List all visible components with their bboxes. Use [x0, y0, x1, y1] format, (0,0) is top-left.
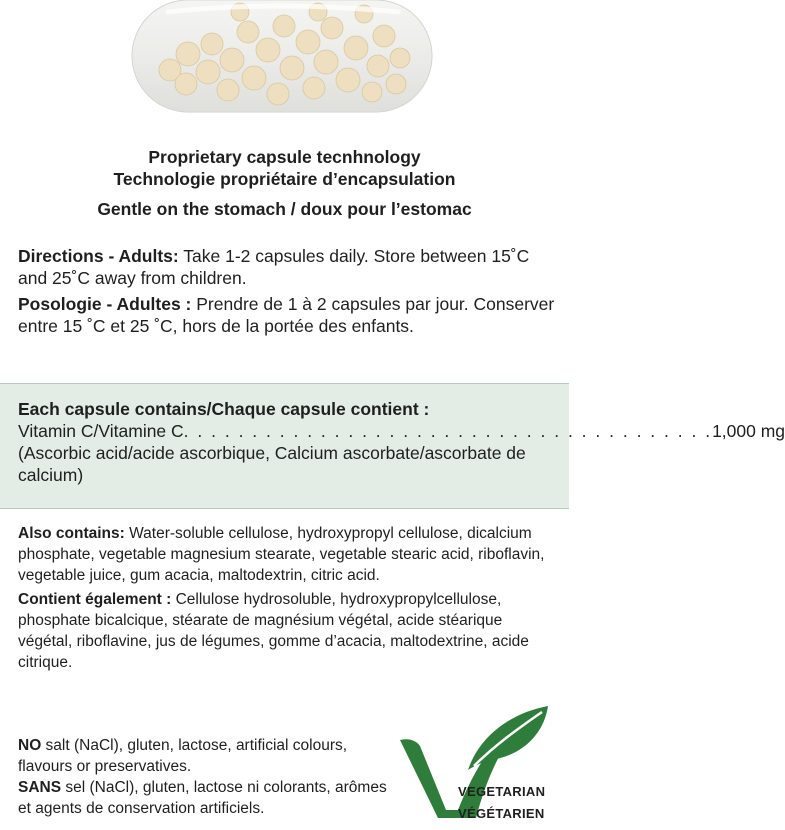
directions-fr	[18, 293, 558, 337]
free-from-fr-text: sel (NaCl), gluten, lactose ni colorants, arômes et agents de conservation artificiels.	[18, 779, 387, 817]
directions-en-label: Directions - Adults:	[18, 246, 179, 266]
headline-technology-en: Proprietary capsule tecnhnology	[148, 147, 421, 167]
free-from-section	[18, 735, 388, 819]
capsule-icon	[128, 0, 438, 120]
free-from-en-text: salt (NaCl), gluten, lactose, artificial colours, flavours or preservatives.	[18, 737, 348, 775]
directions-section	[18, 245, 558, 337]
vegetarian-label-en: VEGETARIAN	[458, 784, 546, 799]
free-from-fr	[18, 777, 388, 819]
directions-en	[18, 245, 558, 289]
directions-fr-label: Posologie - Adultes :	[18, 294, 192, 314]
vegetarian-label-fr: VÉGÉTARIEN	[458, 806, 545, 821]
directions-en-text: Take 1-2 capsules daily. Store between 15˚C and 25˚C away from children.	[18, 246, 530, 288]
capsule-contents-panel	[0, 383, 785, 509]
capsule-image	[0, 0, 569, 140]
also-contains-fr-label: Contient également :	[18, 591, 172, 608]
also-contains-en-label: Also contains:	[18, 525, 125, 542]
ingredient-dose: 1,000 mg	[712, 421, 785, 441]
ingredient-row	[18, 420, 785, 442]
free-from-fr-label: SANS	[18, 779, 62, 796]
also-contains-fr-text: Cellulose hydrosoluble, hydroxypropylcellulose, phosphate bicalcique, stéarate de magnésium végétal, acide stéarique végétal, riboflavine, jus de légumes, gomme d’acacia, maltodextrine, acide citrique.	[18, 591, 529, 671]
headlines	[0, 146, 569, 220]
free-from-en-label: NO	[18, 737, 42, 754]
headline-technology-fr: Technologie propriétaire d’encapsulation	[113, 169, 456, 189]
also-contains-en	[18, 523, 558, 586]
headline-gentle: Gentle on the stomach / doux pour l’estomac	[97, 199, 472, 219]
ingredient-leader-dots: . . . . . . . . . . . . . . . . . . . . . . . . . . . . . . . . . . . . . . .	[183, 421, 713, 441]
ingredient-source-note: (Ascorbic acid/acide ascorbique, Calcium ascorbate/ascorbate de calcium)	[18, 443, 526, 485]
also-contains-en-text: Water-soluble cellulose, hydroxypropyl cellulose, dicalcium phosphate, vegetable magnesium stearate, vegetable stearic acid, riboflavin, vegetable juice, gum acacia, maltodextrin, citric acid.	[18, 525, 545, 584]
also-contains-fr	[18, 589, 558, 673]
free-from-en	[18, 735, 388, 777]
ingredient-name: Vitamin C/Vitamine C	[18, 421, 184, 441]
contents-title: Each capsule contains/Chaque capsule contient :	[18, 399, 430, 419]
directions-fr-text: Prendre de 1 à 2 capsules par jour. Conserver entre 15 ˚C et 25 ˚C, hors de la portée des enfants.	[18, 294, 555, 336]
also-contains-section	[18, 523, 558, 673]
